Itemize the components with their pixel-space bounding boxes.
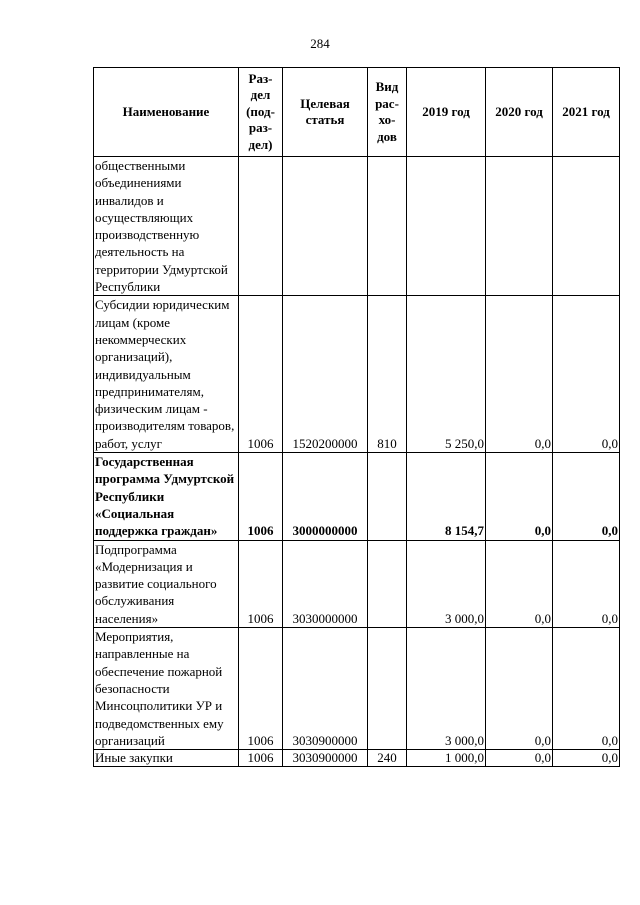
row-name: общественными объединениями инвалидов и осуществляющих производственную деятельность на территории Удмуртской Республики [94,157,239,296]
header-section-line: (под- [246,103,275,119]
row-expense [368,453,407,540]
row-expense: 810 [368,296,407,453]
row-2019: 3 000,0 [407,540,486,627]
row-name: Субсидии юридическим лицам (кроме некоммерческих организаций), индивидуальным предпринимателям, физическим лицам - производителям товаров, работ, услуг [94,296,239,453]
row-name: Подпрограмма «Модернизация и развитие социального обслуживания населения» [94,540,239,627]
header-target [283,68,368,157]
header-target-line: статья [305,112,345,127]
row-2019: 5 250,0 [407,296,486,453]
row-2019 [407,157,486,296]
row-name: Мероприятия, направленные на обеспечение пожарной безопасности Минсоцполитики УР и подведомственных ему организаций [94,628,239,750]
row-2021 [553,157,620,296]
row-section: 1006 [239,750,283,767]
header-section-line: дел [250,87,271,103]
row-2020: 0,0 [486,453,553,540]
row-section: 1006 [239,453,283,540]
header-name: Наименование [94,68,239,157]
budget-table [93,67,620,767]
header-expense-line: дов [377,128,397,144]
row-2021: 0,0 [553,628,620,750]
row-2019: 8 154,7 [407,453,486,540]
row-target: 3000000000 [283,453,368,540]
row-expense [368,157,407,296]
row-target [283,157,368,296]
header-target-line: Целевая [300,95,350,111]
row-target: 3030000000 [283,540,368,627]
header-section-line: раз- [248,120,273,136]
header-2019: 2019 год [407,68,486,157]
header-section [239,68,283,157]
header-2020: 2020 год [486,68,553,157]
table-row [94,628,620,750]
table-row [94,750,620,767]
row-expense [368,540,407,627]
row-2019: 1 000,0 [407,750,486,767]
header-2021: 2021 год [553,68,620,157]
header-expense [368,68,407,157]
row-name: Государственная программа Удмуртской Республики «Социальная поддержка граждан» [94,453,239,540]
header-expense-line: рас- [375,95,399,111]
table-row [94,157,620,296]
row-2020: 0,0 [486,628,553,750]
row-2021: 0,0 [553,540,620,627]
header-expense-line: Вид [375,79,399,94]
row-2020 [486,157,553,296]
row-2020: 0,0 [486,540,553,627]
row-section [239,157,283,296]
row-target: 3030900000 [283,750,368,767]
table-row [94,296,620,453]
row-2021: 0,0 [553,296,620,453]
table-row [94,453,620,540]
table-header-row [94,68,620,157]
row-2020: 0,0 [486,296,553,453]
row-expense [368,628,407,750]
row-section: 1006 [239,628,283,750]
page-number: 284 [310,36,330,51]
row-target: 1520200000 [283,296,368,453]
header-section-line: дел) [248,136,273,152]
row-expense: 240 [368,750,407,767]
header-expense-line: хо- [378,112,396,127]
row-section: 1006 [239,296,283,453]
row-2020: 0,0 [486,750,553,767]
row-2021: 0,0 [553,453,620,540]
row-2019: 3 000,0 [407,628,486,750]
row-name: Иные закупки [94,750,239,767]
row-target: 3030900000 [283,628,368,750]
table-row [94,540,620,627]
row-2021: 0,0 [553,750,620,767]
header-section-line: Раз- [248,70,273,86]
row-section: 1006 [239,540,283,627]
